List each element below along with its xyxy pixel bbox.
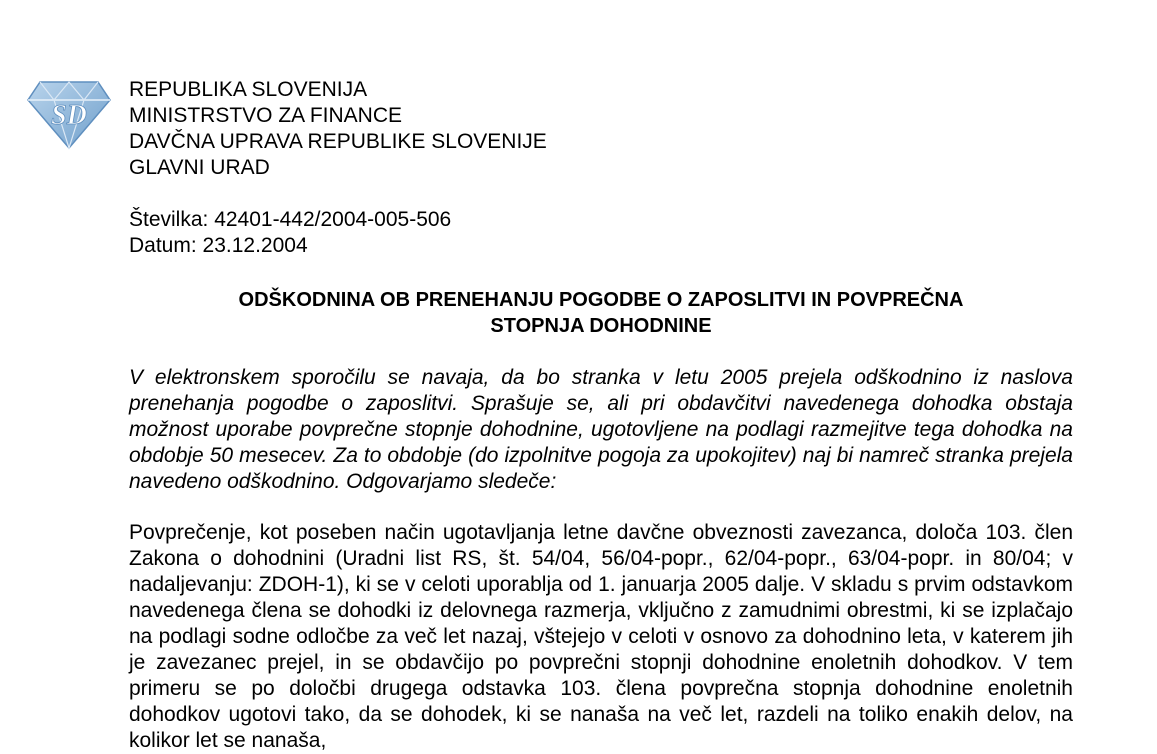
logo-lettering: SD	[51, 100, 87, 131]
title-line-1: ODŠKODNINA OB PRENEHANJU POGODBE O ZAPOSLITVI IN POVPREČNA	[238, 289, 964, 311]
document-date: Datum: 23.12.2004	[129, 234, 308, 257]
diamond-logo-icon	[26, 78, 112, 150]
intro-paragraph: V elektronskem sporočilu se navaja, da bo stranka v letu 2005 prejela odškodnino iz naslova prenehanja pogodbe o zaposlitvi. Sprašuje se, ali pri obdavčitvi navedenega dohodka obstaja možnost uporabe povprečne stopnje dohodnine, ugotovljene na podlagi razmejitve tega dohodka na obdobje 50 mesecev. Za to obdobje (do izpolnitve pogoja za upokojitev) naj bi namreč stranka prejela navedeno odškodnino. Odgovarjamo sledeče:	[129, 366, 1073, 493]
issuer-header	[129, 77, 547, 181]
document-number: Številka: 42401-442/2004-005-506	[129, 208, 452, 231]
header-line-tax-administration: DAVČNA UPRAVA REPUBLIKE SLOVENIJE	[129, 130, 547, 153]
header-line-ministry: MINISTRSTVO ZA FINANCE	[129, 104, 403, 127]
tax-administration-logo	[26, 78, 112, 150]
document-meta	[129, 207, 451, 259]
header-line-main-office: GLAVNI URAD	[129, 156, 270, 179]
document-title	[129, 287, 1073, 339]
body-paragraph: Povprečenje, kot poseben način ugotavljanja letne davčne obveznosti zavezanca, določa 103. člen Zakona o dohodnini (Uradni list RS, št. 54/04, 56/04-popr., 62/04-popr., 63/04-popr. in 80/04; v nadaljevanju: ZDOH-1), ki se v celoti uporablja od 1. januarja 2005 dalje. V skladu s prvim odstavkom navedenega člena se dohodki iz delovnega razmerja, vključno z zamudnimi obrestmi, ki se izplačajo na podlagi sodne odločbe za več let nazaj, vštejejo v celoti v osnovo za dohodnino leta, v katerem jih je zavezanec prejel, in se obdavčijo po povprečni stopnji dohodnine enoletnih dohodkov. V tem primeru se po določbi drugega odstavka 103. člena povprečna stopnja dohodnine enoletnih dohodkov ugotovi tako, da se dohodek, ki se nanaša na več let, razdeli na toliko enakih delov, na kolikor let se nanaša,	[129, 521, 1073, 752]
title-line-2: STOPNJA DOHODNINE	[490, 315, 712, 337]
header-line-republic: REPUBLIKA SLOVENIJA	[129, 78, 368, 101]
